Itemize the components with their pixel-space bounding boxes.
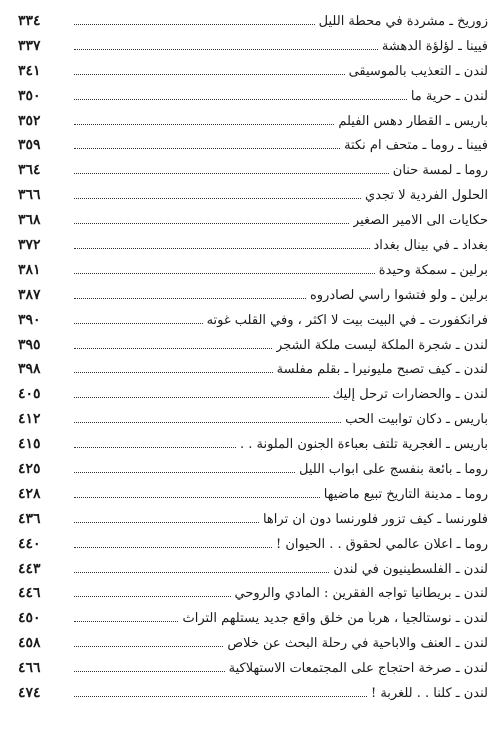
- toc-entry: [18, 312, 488, 337]
- toc-page-number: ٤٥٨: [18, 635, 41, 652]
- toc-entry-title: برلين ـ سمكة وحيدة: [378, 262, 488, 278]
- toc-entry-title: لندن ـ التعذيب بالموسيقى: [348, 63, 488, 79]
- toc-entry: [18, 237, 488, 262]
- toc-page-number: ٣٥٠: [18, 87, 41, 104]
- toc-entry-title: باريس ـ الغجرية تلتف بعباءة الجنون الملونة . .: [239, 437, 488, 453]
- toc-entry-title: بغداد ـ في بينال بغداد: [373, 238, 488, 254]
- dot-leader: [74, 123, 334, 125]
- toc-entry-title: برلين ـ ولو فتشوا رأسي لصادروه: [309, 287, 488, 303]
- toc-entry: [18, 386, 488, 411]
- toc-entry: [18, 436, 488, 461]
- toc-entry-title: لندن ـ كيف تصبح مليونيراً ـ بقلم مفلسة: [276, 362, 488, 378]
- dot-leader: [74, 23, 315, 25]
- dot-leader: [74, 421, 341, 423]
- dot-leader: [74, 147, 340, 149]
- dot-leader: [74, 197, 361, 199]
- toc-entry: [18, 88, 488, 113]
- dot-leader: [74, 645, 223, 647]
- dot-leader: [74, 571, 329, 573]
- table-of-contents: [18, 13, 488, 710]
- dot-leader: [74, 396, 329, 398]
- dot-leader: [74, 471, 295, 473]
- toc-entry-title: لندن ـ شجرة الملكة ليست ملكة الشجر: [275, 337, 488, 353]
- toc-entry-title: فيينا ـ لؤلؤة الدهشة: [381, 38, 488, 54]
- dot-leader: [74, 695, 367, 697]
- toc-page-number: ٤٧٤: [18, 685, 41, 702]
- dot-leader: [74, 620, 178, 622]
- toc-entry-title: حكايات الى الامير الصغير: [352, 213, 488, 229]
- toc-page-number: ٣٣٧: [18, 37, 41, 54]
- toc-entry-title: زوريخ ـ مشردة في محطة الليل: [318, 14, 488, 29]
- toc-entry: [18, 511, 488, 536]
- toc-entry: [18, 610, 488, 635]
- toc-entry-title: روما ـ مدينة التاريخ تبيع ماضيها: [323, 486, 488, 502]
- toc-entry-title: لندن ـ العنف والاباحية في رحلة البحث عن خلاص: [227, 636, 488, 652]
- dot-leader: [74, 521, 259, 523]
- toc-entry-title: روما ـ لمسة حنان: [392, 163, 488, 179]
- dot-leader: [74, 496, 320, 498]
- toc-page-number: ٤٦٦: [18, 660, 41, 677]
- dot-leader: [74, 172, 389, 174]
- toc-entry: [18, 113, 488, 138]
- toc-entry: [18, 660, 488, 685]
- dot-leader: [74, 98, 407, 100]
- dot-leader: [74, 247, 370, 249]
- toc-entry-title: باريس ـ دكان توابيت الحب: [345, 412, 488, 428]
- dot-leader: [74, 670, 225, 672]
- dot-leader: [74, 272, 375, 274]
- toc-entry-title: لندن ـ نوستالجيا ، هرباً من خلق واقع جديد يستلهم التراث: [182, 611, 488, 627]
- toc-entry: [18, 685, 488, 710]
- toc-entry: [18, 585, 488, 610]
- toc-page-number: ٣٥٩: [18, 137, 41, 154]
- dot-leader: [74, 371, 273, 373]
- toc-entry: [18, 635, 488, 660]
- toc-entry: [18, 361, 488, 386]
- toc-entry-title: فرانكفورت ـ في البيت بيت لا اكثر ، وفي القلب غوته: [206, 312, 488, 328]
- toc-page-number: ٤٢٨: [18, 485, 41, 502]
- dot-leader: [74, 595, 231, 597]
- toc-entry-title: لندن ـ الفلسطينيون في لندن: [333, 561, 488, 577]
- toc-entry-title: فلورنسا ـ كيف تزور فلورنسا دون ان تراها: [262, 511, 488, 527]
- toc-page-number: ٤٤٣: [18, 560, 41, 577]
- dot-leader: [74, 546, 272, 548]
- dot-leader: [74, 347, 272, 349]
- toc-entry-title: لندن ـ حرية ما: [410, 88, 488, 104]
- toc-entry: [18, 13, 488, 38]
- toc-entry: [18, 162, 488, 187]
- toc-entry: [18, 486, 488, 511]
- toc-page-number: ٣٨١: [18, 261, 41, 278]
- toc-entry: [18, 212, 488, 237]
- toc-page-number: ٣٧٢: [18, 237, 41, 254]
- toc-page-number: ٤٢٥: [18, 461, 41, 478]
- toc-page-number: ٤٤٠: [18, 535, 41, 552]
- toc-page-number: ٤٠٥: [18, 386, 41, 403]
- toc-entry-title: فيينا ـ روما ـ متحف ام نكتة: [344, 138, 488, 154]
- toc-entry: [18, 262, 488, 287]
- dot-leader: [74, 48, 378, 50]
- toc-entry: [18, 461, 488, 486]
- toc-entry: [18, 63, 488, 88]
- toc-page-number: ٤٥٠: [18, 610, 41, 627]
- toc-entry: [18, 287, 488, 312]
- toc-page-number: ٣٥٢: [18, 112, 41, 129]
- toc-page-number: ٣٩٥: [18, 336, 41, 353]
- dot-leader: [74, 222, 349, 224]
- toc-entry-title: لندن ـ والحضارات ترحل إليك: [332, 387, 488, 403]
- toc-entry-title: الحلول الفردية لا تجدي: [365, 188, 488, 204]
- toc-entry: [18, 187, 488, 212]
- toc-page-number: ٣٨٧: [18, 286, 41, 303]
- toc-entry: [18, 411, 488, 436]
- toc-entry-title: لندن ـ صرخة احتجاج على المجتمعات الاستهلاكية: [228, 661, 488, 677]
- toc-entry-title: لندن ـ كلنا . . للغربة !: [370, 686, 488, 702]
- dot-leader: [74, 446, 236, 448]
- toc-page-number: ٣٤١: [18, 62, 41, 79]
- toc-page-number: ٣٩٨: [18, 361, 41, 378]
- toc-entry-title: روما ـ اعلان عالمي لحقوق . . الحيوان !: [275, 536, 488, 552]
- dot-leader: [74, 322, 203, 324]
- toc-page-number: ٣٦٨: [18, 212, 41, 229]
- toc-page-number: ٤١٢: [18, 411, 41, 428]
- toc-page-number: ٤١٥: [18, 436, 41, 453]
- toc-entry: [18, 38, 488, 63]
- toc-page-number: ٤٣٦: [18, 510, 41, 527]
- toc-entry: [18, 137, 488, 162]
- toc-page-number: ٣٩٠: [18, 311, 41, 328]
- toc-page-number: ٣٣٤: [18, 13, 41, 29]
- toc-page-number: ٣٦٦: [18, 187, 41, 204]
- toc-entry: [18, 561, 488, 586]
- toc-entry: [18, 337, 488, 362]
- dot-leader: [74, 73, 345, 75]
- toc-entry-title: روما ـ بائعة بنفسج على ابواب الليل: [299, 462, 488, 478]
- toc-page-number: ٣٦٤: [18, 162, 41, 179]
- dot-leader: [74, 297, 306, 299]
- toc-entry: [18, 536, 488, 561]
- toc-entry-title: لندن ـ بريطانيا تواجه الفقرين : المادي والروحي: [234, 586, 488, 602]
- toc-entry-title: باريس ـ القطار دهس الفيلم: [338, 113, 488, 129]
- toc-page-number: ٤٤٦: [18, 585, 41, 602]
